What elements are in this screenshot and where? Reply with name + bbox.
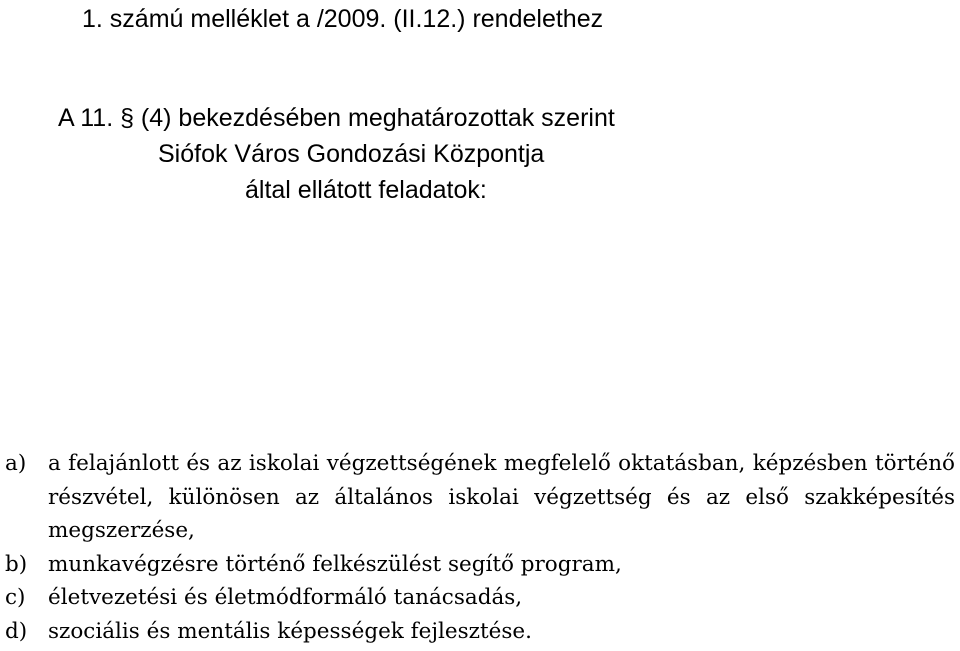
task-item-a: [5, 447, 955, 548]
task-text: munkavégzésre történő felkészülést segítő program,: [48, 551, 622, 577]
task-marker: c): [5, 585, 26, 610]
heading-line-1: A 11. § (4) bekezdésében meghatározottak szerint: [58, 104, 615, 132]
heading-line-2: Siófok Város Gondozási Központja: [158, 140, 545, 168]
task-text: életvezetési és életmódformáló tanácsadás,: [48, 585, 523, 610]
task-item-d: [5, 615, 955, 649]
document-header: [82, 2, 603, 36]
annex-reference: 1. számú melléklet a /2009. (II.12.) rendelethez: [82, 5, 604, 33]
task-item-c: [5, 581, 955, 615]
task-list: [5, 447, 955, 648]
section-heading: [58, 100, 798, 208]
task-marker: b): [5, 551, 28, 577]
heading-line-3: által ellátott feladatok:: [245, 176, 487, 204]
task-marker: a): [5, 451, 27, 476]
task-item-b: [5, 548, 955, 582]
task-text: szociális és mentális képességek fejlesztése.: [48, 618, 532, 644]
task-marker: d): [5, 618, 28, 644]
task-text: a felajánlott és az iskolai végzettségének megfelelő oktatásban, képzésben történő részvétel, különösen az általános iskolai végzettség és az első szakképesítés megszerzése,: [48, 451, 955, 543]
